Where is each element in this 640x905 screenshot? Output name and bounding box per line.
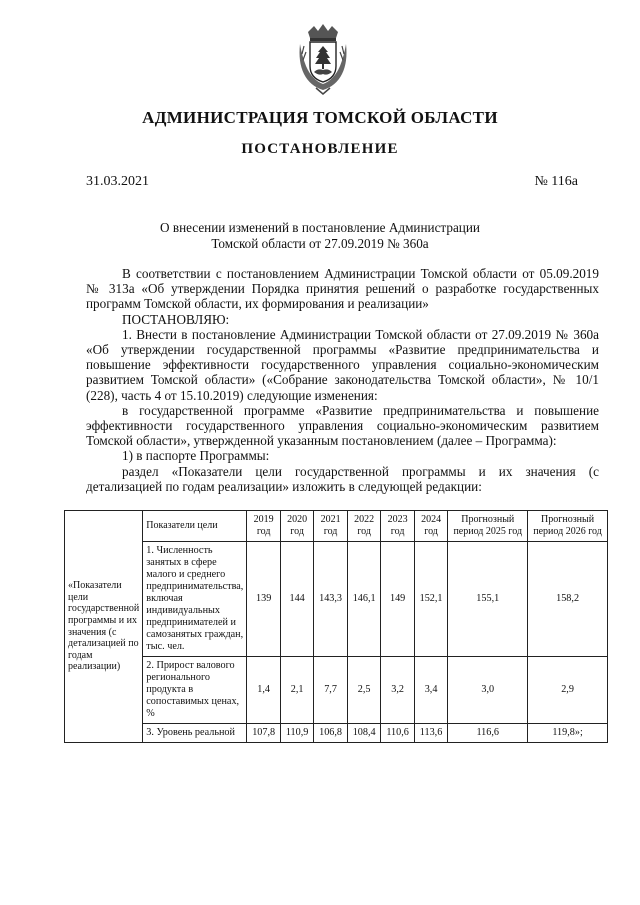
value-cell: 2,1 [280,657,313,724]
value-cell: 110,9 [280,724,313,743]
header-cell: Прогнозный период 2026 год [528,511,608,542]
table-header-row [65,511,608,542]
document-subject [0,220,640,252]
value-cell: 158,2 [528,542,608,657]
value-cell: 3,4 [414,657,448,724]
document-body [86,266,599,494]
header-cell: 2023 год [381,511,414,542]
value-cell: 106,8 [314,724,348,743]
paragraph: раздел «Показатели цели государственной программы и их значения (с детализацией по годам реализации» изложить в следующей редакции: [86,463,599,494]
paragraph: ПОСТАНОВЛЯЮ: [122,311,230,327]
value-cell: 107,8 [247,724,281,743]
value-cell: 139 [247,542,281,657]
value-cell: 1,4 [247,657,281,724]
value-cell: 113,6 [414,724,448,743]
value-cell: 155,1 [448,542,528,657]
value-cell: 149 [381,542,414,657]
value-cell: 2,5 [347,657,381,724]
header-cell: Прогнозный период 2025 год [448,511,528,542]
value-cell: 143,3 [314,542,348,657]
value-cell: 119,8»; [528,724,608,743]
header-cell: 2019 год [247,511,281,542]
header-cell: 2020 год [280,511,313,542]
value-cell: 152,1 [414,542,448,657]
value-cell: 144 [280,542,313,657]
header-cell: 2024 год [414,511,448,542]
paragraph: в государственной программе «Развитие предпринимательства и повышение эффективности государственного управления социально-экономическим развитием Томской области», утвержденной указанным постановлением (далее – Программа): [86,402,599,449]
tomsk-coat-of-arms-icon [296,22,350,96]
value-cell: 3,2 [381,657,414,724]
value-cell: 108,4 [347,724,381,743]
header-cell: 2021 год [314,511,348,542]
document-number: № 116а [534,174,578,189]
indicators-table [64,510,608,743]
document-type: ПОСТАНОВЛЕНИЕ [241,141,399,157]
paragraph: 1) в паспорте Программы: [122,448,270,464]
indicator-name: 2. Прирост валового регионального продукта в сопоставимых ценах, % [143,657,247,724]
value-cell: 146,1 [347,542,381,657]
organization-title: АДМИНИСТРАЦИЯ ТОМСКОЙ ОБЛАСТИ [142,108,498,127]
table-row [65,724,608,743]
row-label-cell: «Показатели цели государственной программы и их значения (с детализацией по годам реализации) [65,511,143,743]
value-cell: 110,6 [381,724,414,743]
subject-line: О внесении изменений в постановление Администрации [160,220,480,235]
value-cell: 116,6 [448,724,528,743]
header-cell: Показатели цели [143,511,247,542]
paragraph: В соответствии с постановлением Администрации Томской области от 05.09.2019 № 313а «Об утверждении Порядка принятия решений о разработке государственных программ Томской области, их формирования и реализации» [86,266,599,312]
header-cell: 2022 год [347,511,381,542]
document-date: 31.03.2021 [86,174,149,189]
subject-line: Томской области от 27.09.2019 № 360а [211,236,429,251]
indicator-name: 1. Численность занятых в сфере малого и среднего предпринимательства, включая индивидуальных предпринимателей и самозанятых граждан, тыс. чел. [143,542,247,657]
table-row [65,657,608,724]
paragraph: 1. Внести в постановление Администрации Томской области от 27.09.2019 № 360а «Об утверждении государственной программы «Развитие предпринимательства и повышение эффективности государственного управления социально-экономическим развитием Томской области» («Собрание законодательства Томской области», № 10/1 (228), часть 4 от 15.10.2019) следующие изменения: [86,326,599,403]
indicator-name: 3. Уровень реальной [143,724,247,743]
value-cell: 7,7 [314,657,348,724]
value-cell: 3,0 [448,657,528,724]
table-row [65,542,608,657]
value-cell: 2,9 [528,657,608,724]
